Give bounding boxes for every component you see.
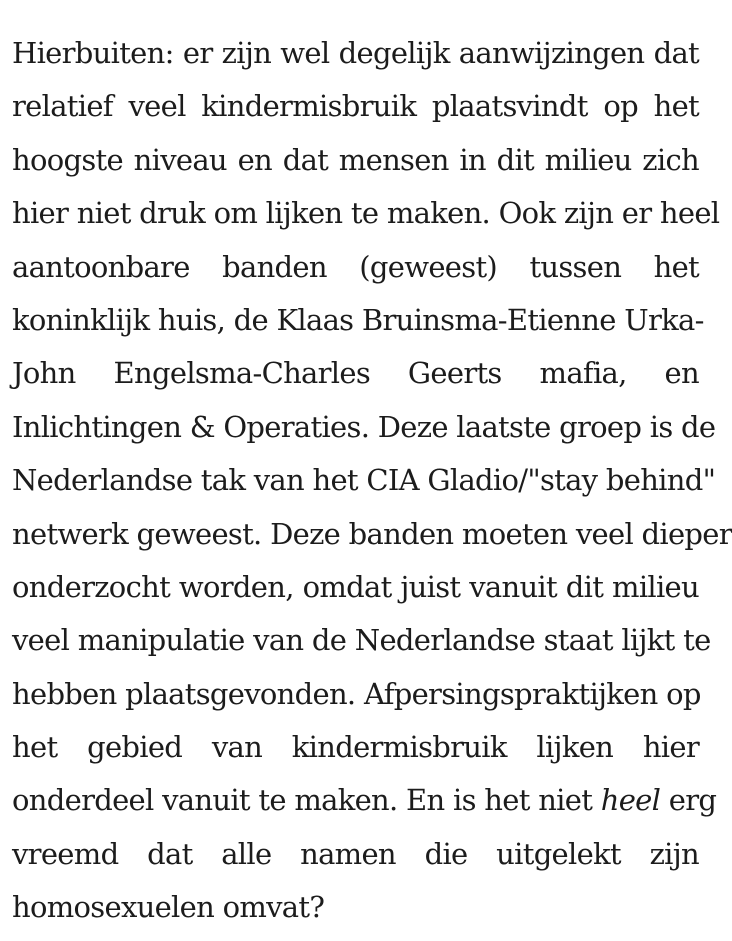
paragraph-line-2: relatief veel kindermisbruik plaatsvindt op het xyxy=(12,89,699,124)
paragraph-line-4: hier niet druk om lijken te maken. Ook zijn er heel xyxy=(12,196,720,231)
article-paragraph xyxy=(12,33,732,941)
emphasis-heel: heel xyxy=(600,783,661,818)
paragraph-line-9: Nederlandse tak van het CIA Gladio/"stay behind" xyxy=(12,463,716,498)
paragraph-line-13: hebben plaatsgevonden. Afpersingspraktijken op xyxy=(12,676,701,711)
paragraph-line-17: homosexuelen omvat? xyxy=(12,890,325,925)
paragraph-line-10: netwerk geweest. Deze banden moeten veel dieper xyxy=(12,516,732,551)
paragraph-line-3: hoogste niveau en dat mensen in dit milieu zich xyxy=(12,142,699,177)
paragraph-line-15 xyxy=(12,780,717,833)
paragraph-line-16: vreemd dat alle namen die uitgelekt zijn xyxy=(12,836,699,871)
document-page xyxy=(12,33,732,925)
paragraph-line-7: John Engelsma-Charles Geerts mafia, en xyxy=(12,356,699,391)
paragraph-line-1: Hierbuiten: er zijn wel degelijk aanwijzingen dat xyxy=(12,36,699,70)
paragraph-line-11: onderzocht worden, omdat juist vanuit dit milieu xyxy=(12,569,699,604)
paragraph-line-12: veel manipulatie van de Nederlandse staat lijkt te xyxy=(12,623,711,658)
paragraph-line-8: Inlichtingen & Operaties. Deze laatste groep is de xyxy=(12,409,716,444)
paragraph-line-5: aantoonbare banden (geweest) tussen het xyxy=(12,249,699,284)
paragraph-line-14: het gebied van kindermisbruik lijken hier xyxy=(12,730,699,765)
paragraph-line-15-text: onderdeel vanuit te maken. En is het niet xyxy=(12,783,593,818)
paragraph-line-6: koninklijk huis, de Klaas Bruinsma-Etienne Urka- xyxy=(12,302,704,337)
paragraph-line-15-tail: erg xyxy=(668,783,717,818)
